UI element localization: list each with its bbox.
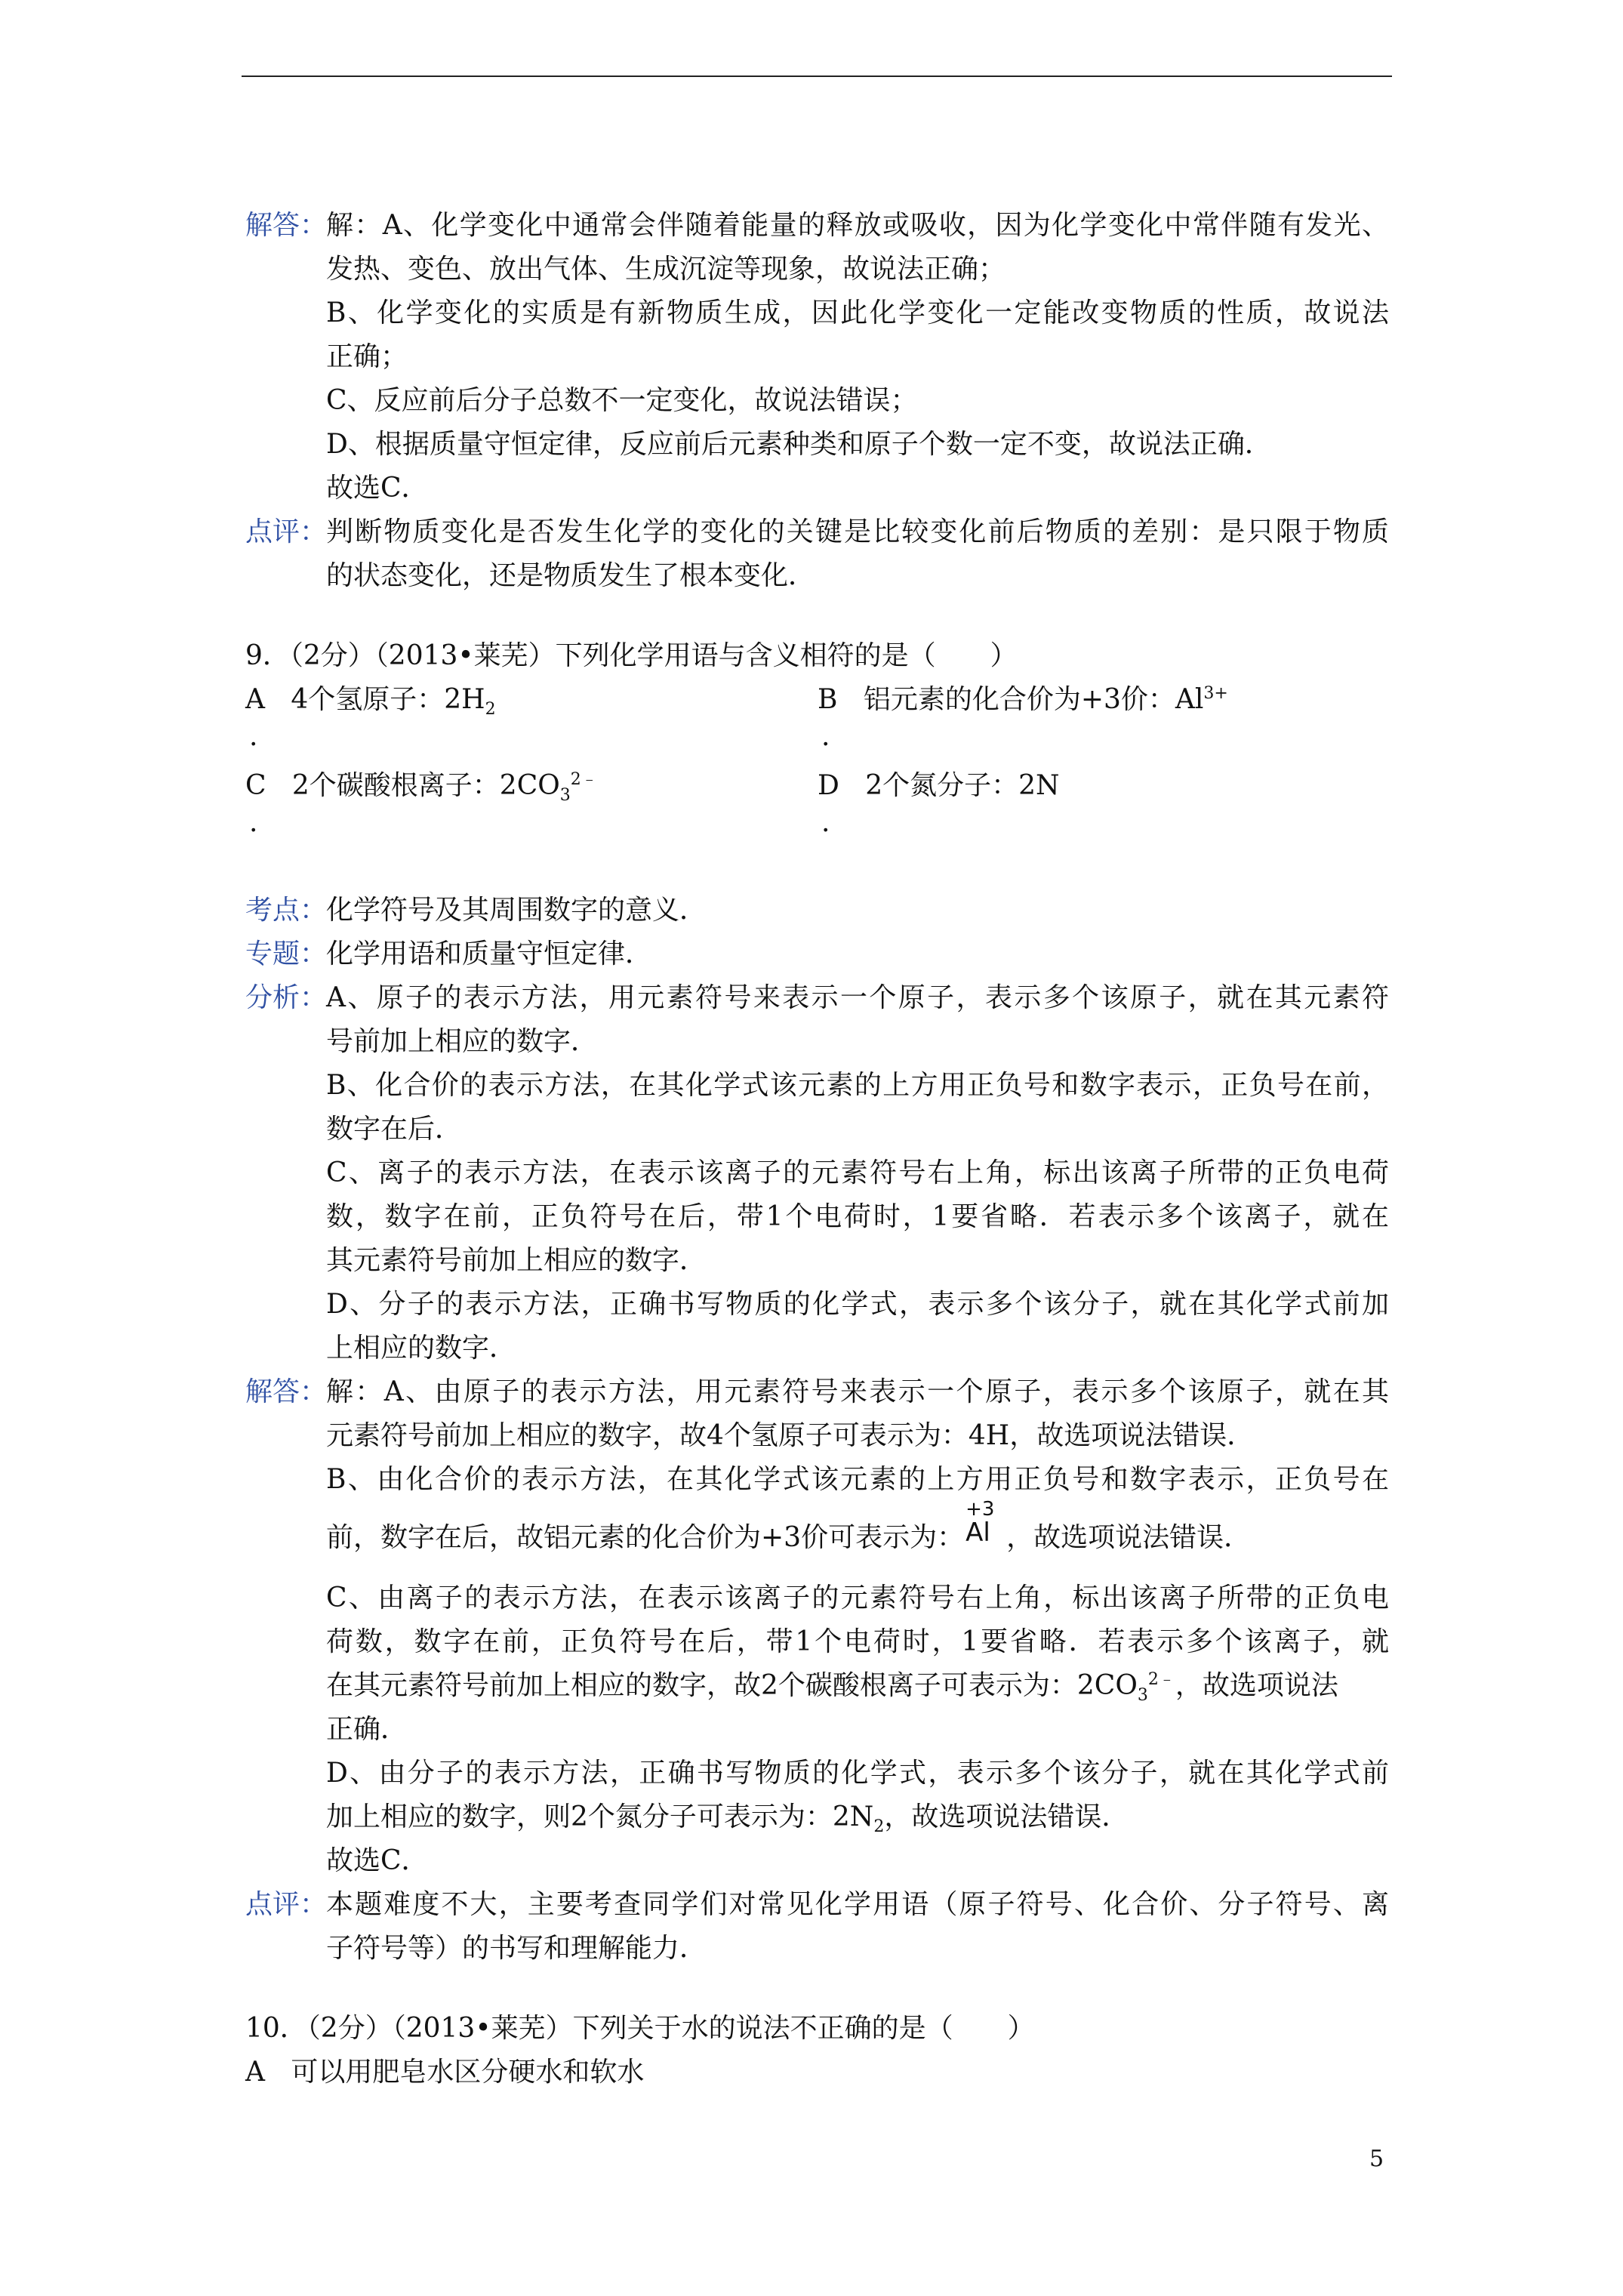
zhuanti-label: 专题： <box>245 938 328 969</box>
option-b <box>818 678 1228 717</box>
answer-label: 解答： <box>245 210 328 241</box>
question-10-stem: 10．（2分）（2013•莱芜）下列关于水的说法不正确的是（ ） <box>245 2013 1035 2044</box>
zhuanti-text: 化学用语和质量守恒定律． <box>326 938 653 969</box>
answer-final: 故选C． <box>326 1845 429 1876</box>
page-number: 5 <box>1369 2146 1384 2172</box>
analysis-line: 号前加上相应的数字． <box>326 1026 599 1057</box>
subscript: 2 <box>485 700 496 720</box>
superscript: 2﹣ <box>570 770 598 789</box>
option-a <box>245 2051 644 2089</box>
answer-text: 前，数字在后，故铝元素的化合价为+3价可表示为： <box>326 1522 965 1553</box>
option-letter: C <box>245 770 266 801</box>
subscript: 3 <box>559 786 571 806</box>
comment-line: 判断物质变化是否发生化学的变化的关键是比较变化前后物质的差别：是只限于物质 <box>326 516 1389 547</box>
answer-line: 解：A、化学变化中通常会伴随着能量的释放或吸收，因为化学变化中常伴随有发光、 <box>326 210 1389 241</box>
comment-line: 的状态变化，还是物质发生了根本变化． <box>326 560 816 591</box>
option-letter: A <box>245 2057 265 2088</box>
analysis-line: B、化合价的表示方法，在其化学式该元素的上方用正负号和数字表示，正负号在前， <box>326 1070 1389 1101</box>
option-letter: A <box>245 684 265 715</box>
subscript: 3 <box>1137 1686 1148 1706</box>
option-dot: . <box>821 807 830 838</box>
answer-label: 解答： <box>245 1376 328 1407</box>
analysis-label: 分析： <box>245 982 328 1013</box>
answer-line: 解：A、由原子的表示方法，用元素符号来表示一个原子，表示多个该原子，就在其 <box>326 1376 1389 1407</box>
answer-line: 故选C． <box>326 473 429 504</box>
answer-line: D、根据质量守恒定律，反应前后元素种类和原子个数一定不变，故说法正确． <box>326 429 1272 460</box>
option-text: 铝元素的化合价为+3价：Al <box>863 684 1204 715</box>
analysis-line: 其元素符号前加上相应的数字． <box>326 1245 707 1276</box>
option-letter: D <box>818 770 839 801</box>
option-text: 2个氮分子：2N <box>865 770 1060 801</box>
comment-line: 子符号等）的书写和理解能力． <box>326 1933 707 1964</box>
analysis-line: 上相应的数字． <box>326 1333 517 1364</box>
option-dot: . <box>249 807 258 838</box>
option-text: 可以用肥皂水区分硬水和软水 <box>291 2057 645 2088</box>
answer-line: 正确； <box>326 341 408 372</box>
answer-line: 正确． <box>326 1714 408 1745</box>
question-9-stem: 9．（2分）（2013•莱芜）下列化学用语与含义相符的是（ ） <box>245 640 1018 671</box>
option-dot: . <box>249 721 258 752</box>
answer-text: ，故选项说法错误． <box>884 1801 1129 1832</box>
header-rule <box>242 76 1392 77</box>
comment-label: 点评： <box>245 1889 328 1920</box>
valence-notation <box>965 1498 1005 1548</box>
answer-text: ，故选项说法 <box>1175 1670 1338 1701</box>
answer-line: D、由分子的表示方法，正确书写物质的化学式，表示多个该分子，就在其化学式前 <box>326 1758 1389 1789</box>
comment-label: 点评： <box>245 516 328 547</box>
valence-value: +3 <box>965 1498 995 1521</box>
answer-line: 元素符号前加上相应的数字，故4个氢原子可表示为：4H，故选项说法错误． <box>326 1420 1255 1451</box>
superscript: 2﹣ <box>1147 1670 1175 1689</box>
analysis-line: D、分子的表示方法，正确书写物质的化学式，表示多个该分子，就在其化学式前加 <box>326 1289 1389 1320</box>
answer-line: B、由化合价的表示方法，在其化学式该元素的上方用正负号和数字表示，正负号在 <box>326 1464 1389 1495</box>
kaodian-label: 考点： <box>245 895 328 926</box>
answer-line-co3 <box>326 1664 1338 1705</box>
comment-line: 本题难度不大，主要考查同学们对常见化学用语（原子符号、化合价、分子符号、离 <box>326 1889 1389 1920</box>
option-c <box>245 764 598 805</box>
analysis-line: 数，数字在前，正负符号在后，带1个电荷时，1要省略．若表示多个该离子，就在 <box>326 1201 1389 1232</box>
subscript: 2 <box>873 1817 885 1837</box>
option-text: 4个氢原子：2H <box>291 684 485 715</box>
element-symbol: Al <box>965 1518 990 1548</box>
answer-line: C、由离子的表示方法，在表示该离子的元素符号右上角，标出该离子所带的正负电 <box>326 1583 1389 1613</box>
answer-text: 在其元素符号前加上相应的数字，故2个碳酸根离子可表示为：2CO <box>326 1670 1138 1701</box>
answer-line-al <box>326 1498 1252 1555</box>
analysis-line: 数字在后． <box>326 1114 463 1145</box>
answer-line: 发热、变色、放出气体、生成沉淀等现象，故说法正确； <box>326 254 1006 285</box>
answer-text: ，故选项说法错误． <box>1006 1522 1252 1553</box>
option-a <box>245 678 496 719</box>
option-d <box>818 764 1060 803</box>
answer-line: B、化学变化的实质是有新物质生成，因此化学变化一定能改变物质的性质，故说法 <box>326 297 1389 328</box>
analysis-line: C、离子的表示方法，在表示该离子的元素符号右上角，标出该离子所带的正负电荷 <box>326 1157 1389 1188</box>
answer-line-n2 <box>326 1795 1129 1836</box>
answer-text: 加上相应的数字，则2个氮分子可表示为：2N <box>326 1801 874 1832</box>
analysis-line: A、原子的表示方法，用元素符号来表示一个原子，表示多个该原子，就在其元素符 <box>326 982 1389 1013</box>
option-text: 2个碳酸根离子：2CO <box>291 770 560 801</box>
kaodian-text: 化学符号及其周围数字的意义． <box>326 895 707 926</box>
option-dot: . <box>821 721 830 752</box>
answer-line: C、反应前后分子总数不一定变化，故说法错误； <box>326 385 918 416</box>
answer-line: 荷数，数字在前，正负符号在后，带1个电荷时，1要省略．若表示多个该离子，就 <box>326 1626 1389 1657</box>
superscript: 3+ <box>1203 684 1228 703</box>
option-letter: B <box>818 684 838 715</box>
